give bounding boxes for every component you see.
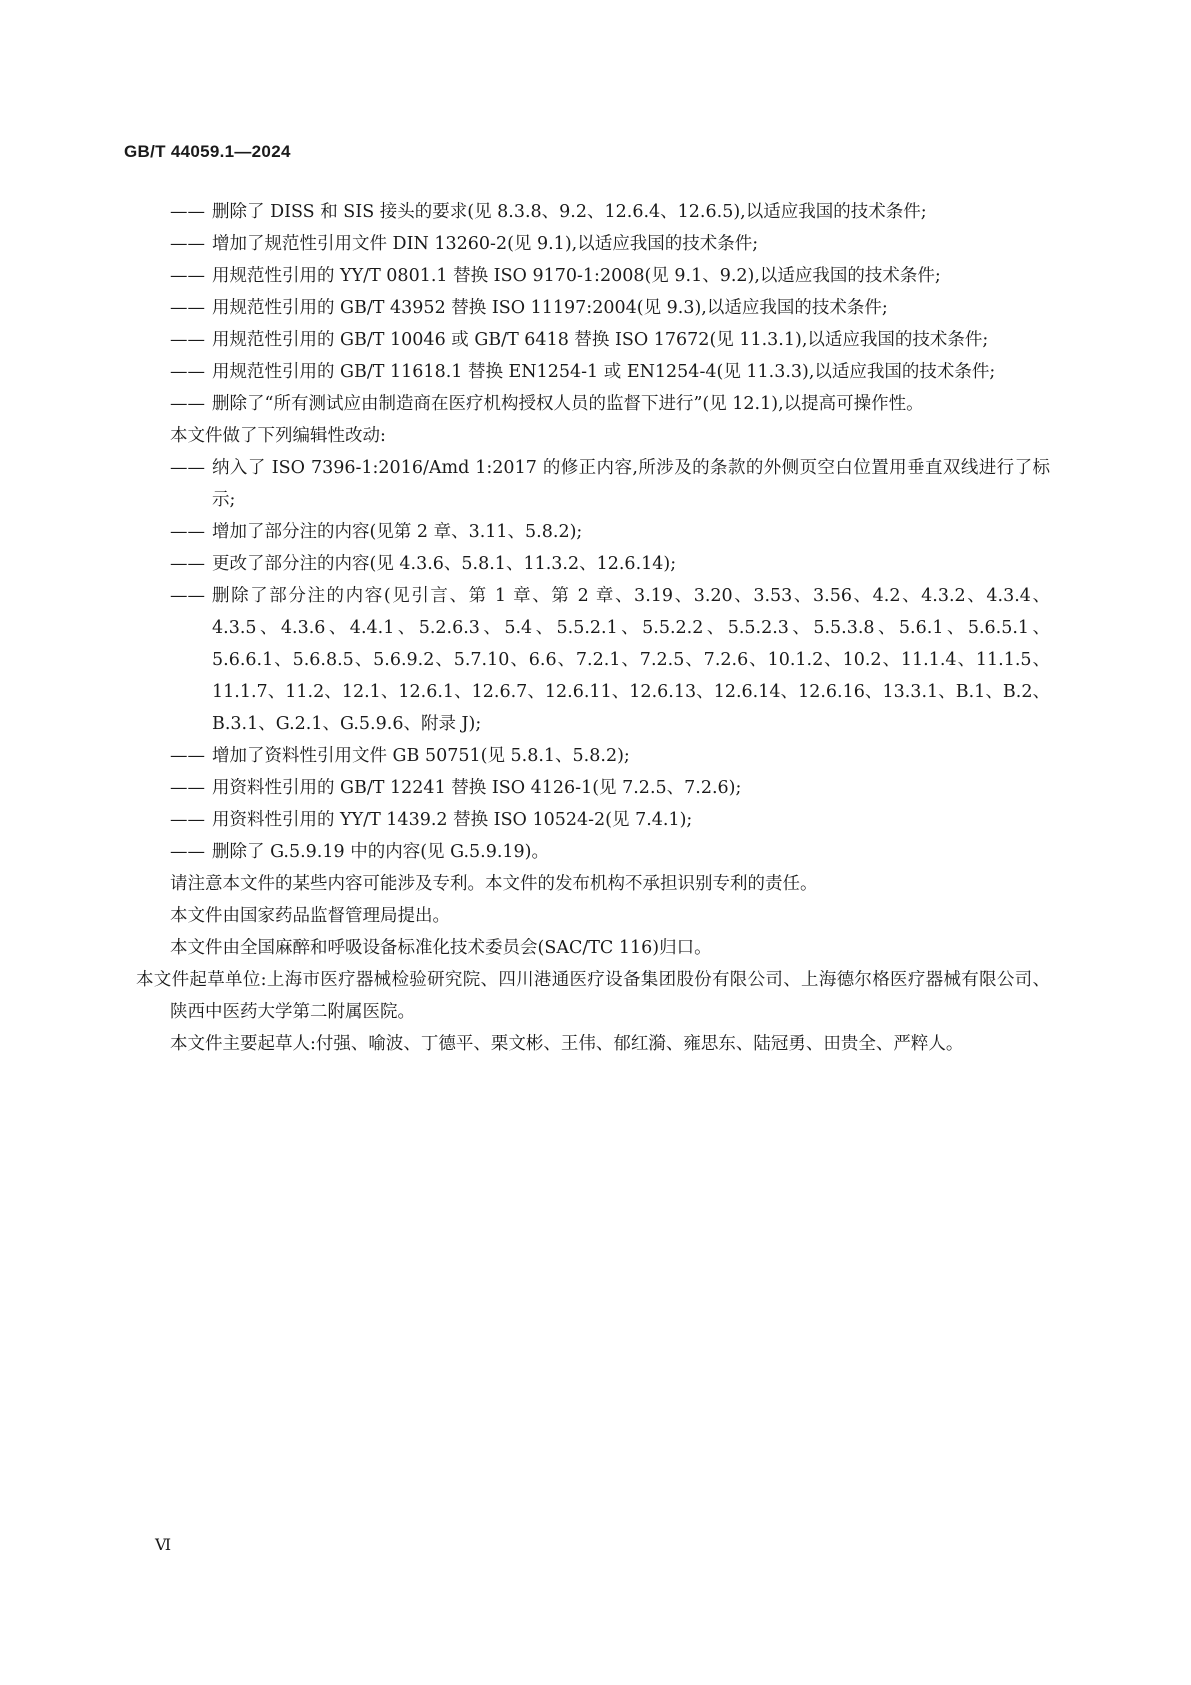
dash-mark: —— bbox=[170, 842, 205, 862]
list-item: —— 用规范性引用的 YY/T 0801.1 替换 ISO 9170-1:2008(见 9.1、9.2),以适应我国的技术条件; bbox=[170, 260, 1050, 292]
foreword-body bbox=[136, 196, 1050, 1060]
dash-mark: —— bbox=[170, 394, 205, 414]
dash-mark: —— bbox=[170, 330, 205, 350]
list-item: —— 用规范性引用的 GB/T 43952 替换 ISO 11197:2004(见 9.3),以适应我国的技术条件; bbox=[170, 292, 1050, 324]
proposed-by: 本文件由国家药品监督管理局提出。 bbox=[170, 906, 450, 926]
centralized-by: 本文件由全国麻醉和呼吸设备标准化技术委员会(SAC/TC 116)归口。 bbox=[170, 938, 712, 958]
drafting-units: 本文件起草单位:上海市医疗器械检验研究院、四川港通医疗设备集团股份有限公司、上海德尔格医疗器械有限公司、陕西中医药大学第二附属医院。 bbox=[136, 970, 1050, 1022]
list-item: —— 增加了规范性引用文件 DIN 13260-2(见 9.1),以适应我国的技术条件; bbox=[170, 228, 1050, 260]
list-item: —— 纳入了 ISO 7396-1:2016/Amd 1:2017 的修正内容,所涉及的条款的外侧页空白位置用垂直双线进行了标示; bbox=[170, 452, 1050, 516]
dash-mark: —— bbox=[170, 202, 205, 222]
dash-mark: —— bbox=[170, 234, 205, 254]
dash-mark: —— bbox=[170, 298, 205, 318]
list-item: —— 更改了部分注的内容(见 4.3.6、5.8.1、11.3.2、12.6.14); bbox=[170, 548, 1050, 580]
dash-mark: —— bbox=[170, 362, 205, 382]
list-item: —— 用资料性引用的 GB/T 12241 替换 ISO 4126-1(见 7.2.5、7.2.6); bbox=[170, 772, 1050, 804]
editorial-intro: 本文件做了下列编辑性改动: bbox=[170, 426, 386, 446]
dash-mark: —— bbox=[170, 266, 205, 286]
dash-mark: —— bbox=[170, 554, 205, 574]
patent-notice: 请注意本文件的某些内容可能涉及专利。本文件的发布机构不承担识别专利的责任。 bbox=[170, 874, 818, 894]
list-item: —— 删除了 G.5.9.19 中的内容(见 G.5.9.19)。 bbox=[170, 836, 1050, 868]
list-item: —— 删除了 DISS 和 SIS 接头的要求(见 8.3.8、9.2、12.6.4、12.6.5),以适应我国的技术条件; bbox=[170, 196, 1050, 228]
page-number: Ⅵ bbox=[155, 1535, 172, 1554]
technical-changes-list bbox=[170, 196, 1050, 420]
list-item: —— 增加了部分注的内容(见第 2 章、3.11、5.8.2); bbox=[170, 516, 1050, 548]
list-item: —— 用规范性引用的 GB/T 11618.1 替换 EN1254-1 或 EN1254-4(见 11.3.3),以适应我国的技术条件; bbox=[170, 356, 1050, 388]
dash-mark: —— bbox=[170, 522, 205, 542]
list-item: —— 删除了部分注的内容(见引言、第 1 章、第 2 章、3.19、3.20、3.53、3.56、4.2、4.3.2、4.3.4、4.3.5、4.3.6、4.4.1、5.2.6.3、5.4、5.5.2.1、5.5.2.2、5.5.2.3、5.5.3.8、5.6.1、5.6.5.1、5.6.6.1、5.6.8.5、5.6.9.2、5.7.10、6.6、7.2.1、7.2.5、7.2.6、10.1.2、10.2、11.1.4、11.1.5、11.1.7、11.2、12.1、12.6.1、12.6.7、12.6.11、12.6.13、12.6.14、12.6.16、13.3.1、B.1、B.2、B.3.1、G.2.1、G.5.9.6、附录 J); bbox=[170, 580, 1050, 740]
dash-mark: —— bbox=[170, 746, 205, 766]
dash-mark: —— bbox=[170, 458, 205, 478]
list-item: —— 用规范性引用的 GB/T 10046 或 GB/T 6418 替换 ISO 17672(见 11.3.1),以适应我国的技术条件; bbox=[170, 324, 1050, 356]
list-item: —— 用资料性引用的 YY/T 1439.2 替换 ISO 10524-2(见 7.4.1); bbox=[170, 804, 1050, 836]
drafters: 本文件主要起草人:付强、喻波、丁德平、栗文彬、王伟、郁红漪、雍思东、陆冠勇、田贵全、严粹人。 bbox=[170, 1034, 964, 1054]
standard-number: GB/T 44059.1—2024 bbox=[124, 142, 291, 161]
editorial-changes-list bbox=[170, 452, 1050, 868]
dash-mark: —— bbox=[170, 586, 205, 606]
dash-mark: —— bbox=[170, 778, 205, 798]
list-item: —— 删除了“所有测试应由制造商在医疗机构授权人员的监督下进行”(见 12.1),以提高可操作性。 bbox=[170, 388, 1050, 420]
dash-mark: —— bbox=[170, 810, 205, 830]
list-item: —— 增加了资料性引用文件 GB 50751(见 5.8.1、5.8.2); bbox=[170, 740, 1050, 772]
